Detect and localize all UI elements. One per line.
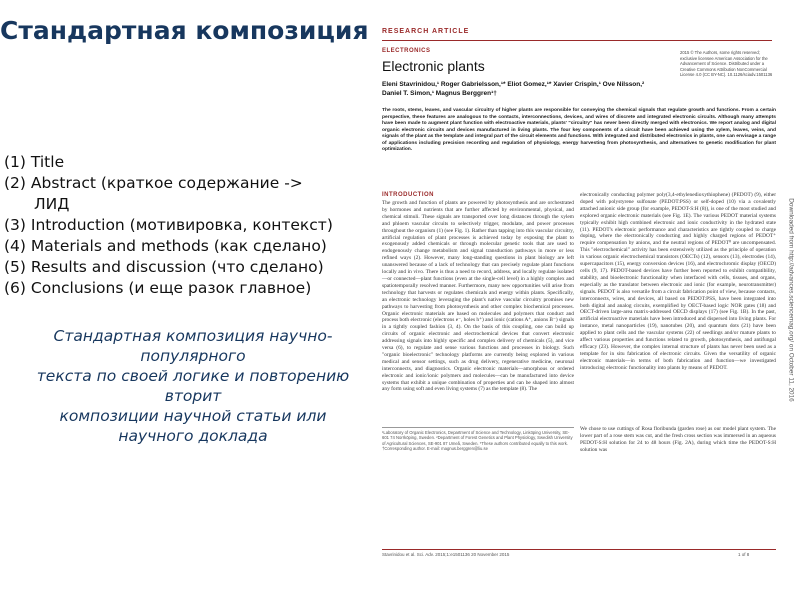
paper-footnotes: ¹Laboratory of Organic Electronics, Department of Science and Technology, Linköping University, SE-601 74 Norrköping, Sweden. ²Department of Forest Genetics and Plant Physiology, Swedish University of Agricultural Sciences, SE-901 87 Umeå, Sweden. *These authors contributed equally to this work. †Corresponding author. E-mail: magnus.berggren@liu.se bbox=[382, 430, 573, 452]
header-rule bbox=[382, 40, 772, 41]
note-line: композиции научной статьи или bbox=[59, 407, 327, 425]
note-line: научного доклада bbox=[118, 427, 268, 445]
note-line: вторит bbox=[164, 387, 222, 405]
outline-item-results: (5) Results and discussion (что сделано) bbox=[4, 258, 324, 276]
outline-item-methods: (4) Materials and methods (как сделано) bbox=[4, 237, 327, 255]
paper-column-right-bottom: We chose to use cuttings of Rosa floribunda (garden rose) as our model plant system. The lower part of a rose stem was cut, and the fresh cross section was immersed in an aqueous PEDOT-S:H solution for 24 to 48 hours (Fig. 2A), during which time the PEDOT-S:H solution was bbox=[580, 426, 776, 453]
outline-item-abstract-cont: ЛИД bbox=[34, 195, 70, 213]
paper-page-number: 1 of 8 bbox=[738, 552, 750, 557]
outline-item-abstract: (2) Abstract (краткое содержание -> bbox=[4, 174, 303, 192]
paper-authors: Eleni Stavrinidou,¹ Roger Gabrielsson,¹* Eliot Gomez,¹* Xavier Crispin,¹ Ove Nilsson,² Daniel T. Simon,¹ Magnus Berggren¹† bbox=[382, 81, 645, 97]
outline-item-title: (1) Title bbox=[4, 153, 65, 171]
paper-section-label: ELECTRONICS bbox=[382, 48, 431, 54]
outline-item-conclusions: (6) Conclusions (и еще разок главное) bbox=[4, 279, 312, 297]
note-line: Стандартная композиция научно- bbox=[53, 327, 333, 345]
paper-header: RESEARCH ARTICLE bbox=[382, 28, 470, 35]
paper-footer-citation: Stavrinidou et al. Sci. Adv. 2015;1:e1501136 20 November 2015 bbox=[382, 552, 510, 557]
footnote-rule bbox=[382, 427, 574, 428]
composition-note bbox=[28, 326, 358, 446]
paper-column-right: electronically conducting polymer poly(3,4-ethylenedioxythiophene) (PEDOT) (9), either doped with polystyrene sulfonate (PEDOT:PSS) or self-doped (10) via a covalently attached anionic side group (for example, PEDOT-S:H (8)), is one of the most studied and explored organic electronic materials (see Fig. 1E). The various PEDOT material systems typically exhibit high combined electronic and ionic conductivity in the hydrated state (11). PEDOT's electronic performance and characteristics are tightly coupled to charge doping, where the electronically conducting and highly charged regions of PEDOT⁺ require compensation by anions, and the neutral regions of PEDOT⁰ are uncompensated. This "electrochemical" activity has been extensively utilized as the principle of operation in various organic electrochemical transistors (OECTs) (12), sensors (13), electrodes (14), supercapacitors (15), energy conversion devices (16), and electrochromic display (OECD) cells (9, 17). PEDOT-based devices have further been reported to exhibit compatibility, stability, and bioelectronic functionality when interfaced with cells, tissues, and organs, especially as the translator between electronic and ionic (for example, neurotransmitter) signals. PEDOT is also versatile from a circuit fabrication point of view, because contacts, interconnects, wires, and devices, all based on PEDOT:PSS, have been integrated into both digital and analog circuits, exemplified by OECT-based logic NOR gates (18) and OECT-driven large-area matrix-addressed OECD displays (17) (see Fig. 1B). In the past, artificial electroactive materials have been introduced and dispersed into living plants. For instance, metal nanoparticles (19), nanotubes (20), and quantum dots (21) have been applied to plant cells and the vascular systems (22) of seedlings and/or mature plants to affect various properties and functions related to growth, photosynthesis, and antifungal efficacy (23). However, the complex internal structure of plants has never been used as a template for in situ fabrication of electronic circuits. Given the versatility of organic electronic materials—in terms of both fabrication and function—we investigated introducing electronic functionality into plants by means of PEDOT. bbox=[580, 192, 776, 371]
slide-title: Стандартная композиция bbox=[0, 16, 369, 45]
paper-image bbox=[368, 22, 782, 590]
paper-abstract: The roots, stems, leaves, and vascular circuitry of higher plants are responsible for conveying the chemical signals that regulate growth and functions. From a certain perspective, these features are analogous to the contacts, interconnections, devices, and wires of discrete and integrated electronic circuits. Although many attempts have been made to augment plant function with electroactive materials, plants' "circuitry" has never been directly merged with electronics. We report analog and digital organic electronic circuits and devices manufactured in living plants. The four key components of a circuit have been achieved using the xylem, leaves, veins, and signals of the plant as the template and integral part of the circuit elements and functions. With integrated and distributed electronics in plants, one can envisage a range of applications including precision recording and regulation of physiology, energy harvesting from photosynthesis, and alternatives to genetic modification for plant optimization. bbox=[382, 108, 776, 152]
paper-title: Electronic plants bbox=[382, 58, 485, 74]
outline-list bbox=[4, 152, 359, 299]
download-stamp: Downloaded from http://advances.sciencemag.org/ on October 11, 2016 bbox=[787, 198, 795, 402]
footer-rule bbox=[382, 549, 776, 550]
note-line: популярного bbox=[140, 347, 246, 365]
intro-heading: INTRODUCTION bbox=[382, 192, 434, 198]
note-line: текста по своей логике и повторению bbox=[36, 367, 350, 385]
paper-column-left: The growth and function of plants are powered by photosynthesis and are orchestrated by hormones and nutrients that are further affected by environmental, physical, and chemical stimuli. These signals are transported over long distances through the xylem and phloem vascular circuits to selectively trigger, modulate, and power processes throughout the organism (1) (see Fig. 1). Rather than tapping into this vascular circuitry, artificial regulation of plant processes is achieved today by exposing the plant to exogenously added chemicals or through molecular genetic tools that are used to endogenously change metabolism and signal transduction pathways in more or less refined ways (2). However, many long-standing questions in plant biology are left unanswered because of a lack of technology that can precisely regulate plant functions locally and in vivo. There is thus a need to record, address, and locally regulate isolated—or connected—plant functions (even at the single-cell level) in a highly complex and spatiotemporally resolved manner. Furthermore, many new opportunities will arise from technology that harvests or regulates chemicals and energy within plants. Specifically, an electronic technology leveraging the plant's native vascular circuitry promises new pathways to harvesting from photosynthesis and other complex biochemical processes. Organic electronic materials are based on molecules and polymers that conduct and process both electronic (electrons e⁻, holes h⁺) and ionic (cations A⁺, anions B⁻) signals in a tightly coupled fashion (3, 4). On the basis of this coupling, one can build up circuits of organic electronic and electrochemical devices that convert electronic addressing signals into highly specific and complex delivery of chemicals (5), and vice versa (6), to regulate and sense various functions and processes in biology. Such "organic bioelectronic" technology platforms are currently being explored in various medical and sensor settings, such as drug delivery, regenerative medicine, neuronal interconnects, and diagnostics. Organic electronic materials—amorphous or ordered electronic and ionic/ionic polymers and molecules—can be manufactured into device systems that exhibit a unique combination of properties and can be shaped into almost any form using soft and even living systems (7) as the template (8). The bbox=[382, 200, 574, 393]
outline-item-introduction: (3) Introduction (мотивировка, контекст) bbox=[4, 216, 333, 234]
paper-copyright: 2015 © The Authors, some rights reserved; exclusive licensee American Association for the Advancement of Science. Distributed under a Creative Commons Attribution NonCommercial License 4.0 (CC BY-NC). 10.1126/sciadv.1501136 bbox=[680, 50, 773, 78]
